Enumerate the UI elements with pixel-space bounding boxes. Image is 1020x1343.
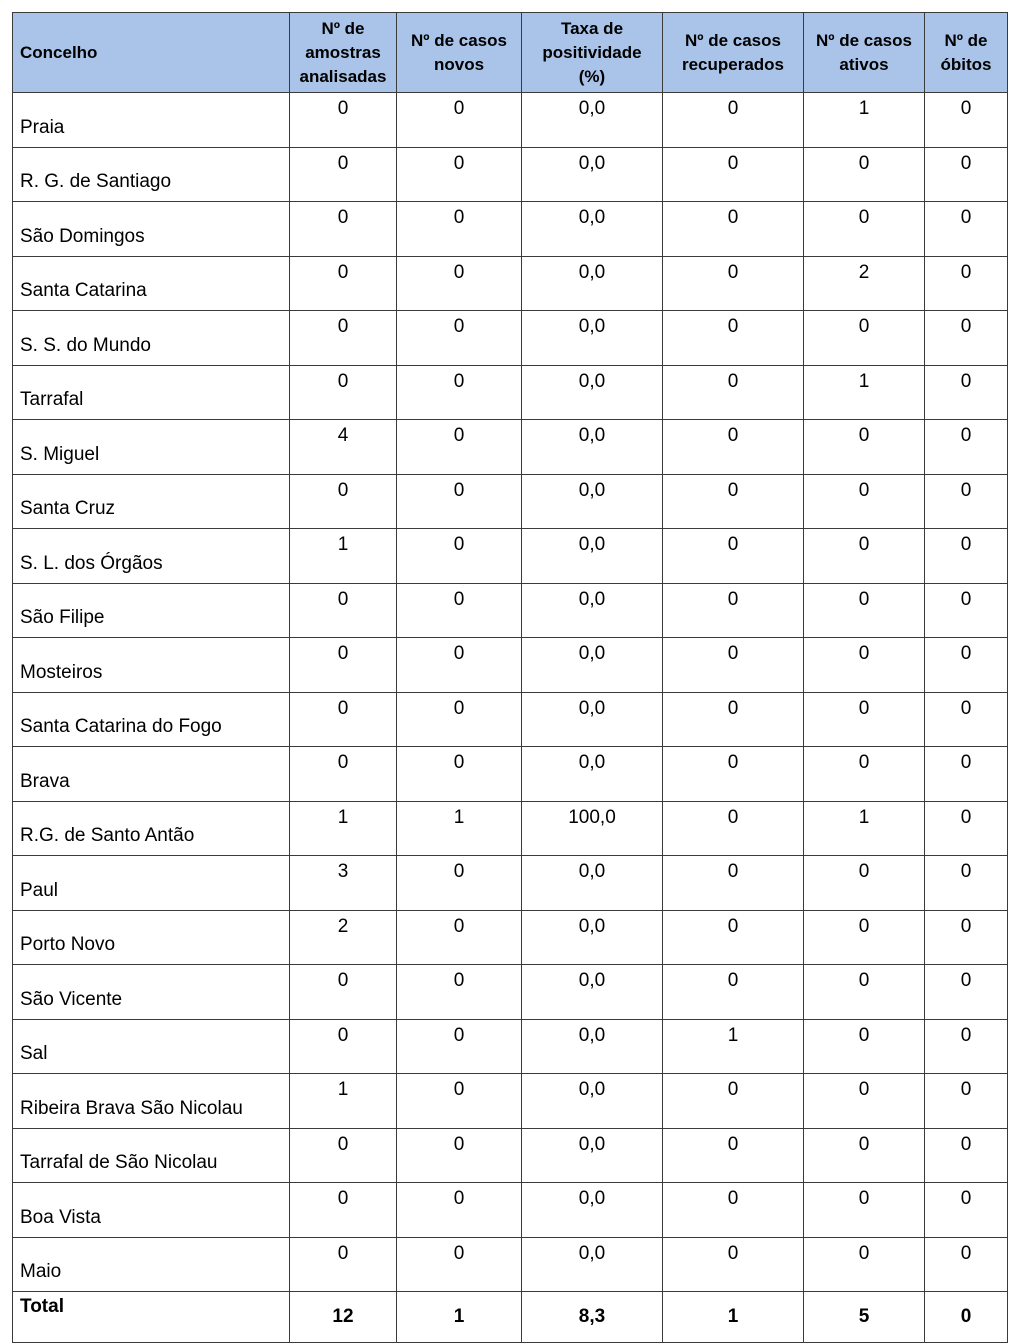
obitos-cell: 0 bbox=[925, 747, 1008, 802]
recuperados-cell: 0 bbox=[663, 583, 804, 638]
amostras-cell: 3 bbox=[290, 856, 397, 911]
header-obitos-line: óbitos bbox=[940, 54, 992, 74]
total-taxa: 8,3 bbox=[522, 1292, 663, 1343]
casos-novos-cell: 0 bbox=[397, 365, 522, 420]
amostras-cell: 0 bbox=[290, 365, 397, 420]
taxa-cell: 0,0 bbox=[522, 910, 663, 965]
recuperados-cell: 0 bbox=[663, 202, 804, 257]
taxa-cell: 0,0 bbox=[522, 474, 663, 529]
table-row bbox=[13, 1074, 1008, 1129]
concelho-name: São Vicente bbox=[13, 965, 290, 1020]
casos-novos-cell: 0 bbox=[397, 529, 522, 584]
recuperados-cell: 0 bbox=[663, 365, 804, 420]
header-casos-novos-line: Nº de casos bbox=[411, 30, 507, 50]
casos-novos-cell: 0 bbox=[397, 474, 522, 529]
obitos-cell: 0 bbox=[925, 420, 1008, 475]
concelho-name: Brava bbox=[13, 747, 290, 802]
amostras-cell: 0 bbox=[290, 202, 397, 257]
ativos-cell: 2 bbox=[804, 256, 925, 311]
header-recuperados bbox=[663, 13, 804, 93]
amostras-cell: 1 bbox=[290, 801, 397, 856]
recuperados-cell: 0 bbox=[663, 638, 804, 693]
obitos-cell: 0 bbox=[925, 856, 1008, 911]
amostras-cell: 0 bbox=[290, 1019, 397, 1074]
casos-novos-cell: 0 bbox=[397, 93, 522, 148]
recuperados-cell: 0 bbox=[663, 856, 804, 911]
header-ativos-line: ativos bbox=[839, 54, 889, 74]
casos-novos-cell: 0 bbox=[397, 311, 522, 366]
taxa-cell: 0,0 bbox=[522, 529, 663, 584]
taxa-cell: 0,0 bbox=[522, 256, 663, 311]
header-recuperados-line: recuperados bbox=[681, 54, 785, 74]
recuperados-cell: 0 bbox=[663, 147, 804, 202]
table-row bbox=[13, 256, 1008, 311]
total-label: Total bbox=[13, 1292, 290, 1343]
recuperados-cell: 0 bbox=[663, 1237, 804, 1292]
ativos-cell: 0 bbox=[804, 583, 925, 638]
ativos-cell: 1 bbox=[804, 801, 925, 856]
casos-novos-cell: 0 bbox=[397, 747, 522, 802]
ativos-cell: 1 bbox=[804, 93, 925, 148]
obitos-cell: 0 bbox=[925, 801, 1008, 856]
header-amostras-line: analisadas bbox=[299, 66, 387, 86]
concelho-name: Tarrafal bbox=[13, 365, 290, 420]
recuperados-cell: 0 bbox=[663, 1074, 804, 1129]
ativos-cell: 0 bbox=[804, 1237, 925, 1292]
header-amostras-line: Nº de bbox=[321, 18, 365, 38]
recuperados-cell: 0 bbox=[663, 1183, 804, 1238]
casos-novos-cell: 0 bbox=[397, 692, 522, 747]
obitos-cell: 0 bbox=[925, 1128, 1008, 1183]
obitos-cell: 0 bbox=[925, 529, 1008, 584]
table-row bbox=[13, 1183, 1008, 1238]
header-taxa bbox=[522, 13, 663, 93]
table-row bbox=[13, 965, 1008, 1020]
concelho-name: Maio bbox=[13, 1237, 290, 1292]
amostras-cell: 0 bbox=[290, 256, 397, 311]
recuperados-cell: 0 bbox=[663, 1128, 804, 1183]
recuperados-cell: 0 bbox=[663, 747, 804, 802]
table-row bbox=[13, 1128, 1008, 1183]
ativos-cell: 0 bbox=[804, 747, 925, 802]
amostras-cell: 2 bbox=[290, 910, 397, 965]
casos-novos-cell: 0 bbox=[397, 420, 522, 475]
casos-novos-cell: 0 bbox=[397, 583, 522, 638]
taxa-cell: 0,0 bbox=[522, 311, 663, 366]
table-row bbox=[13, 856, 1008, 911]
casos-novos-cell: 1 bbox=[397, 801, 522, 856]
taxa-cell: 100,0 bbox=[522, 801, 663, 856]
amostras-cell: 0 bbox=[290, 474, 397, 529]
casos-novos-cell: 0 bbox=[397, 910, 522, 965]
obitos-cell: 0 bbox=[925, 93, 1008, 148]
concelho-data-table bbox=[12, 12, 1008, 1343]
casos-novos-cell: 0 bbox=[397, 965, 522, 1020]
concelho-name: Tarrafal de São Nicolau bbox=[13, 1128, 290, 1183]
taxa-cell: 0,0 bbox=[522, 1074, 663, 1129]
concelho-name: São Domingos bbox=[13, 202, 290, 257]
table-row bbox=[13, 583, 1008, 638]
obitos-cell: 0 bbox=[925, 692, 1008, 747]
concelho-name: Santa Catarina do Fogo bbox=[13, 692, 290, 747]
obitos-cell: 0 bbox=[925, 256, 1008, 311]
total-ativos: 5 bbox=[804, 1292, 925, 1343]
taxa-cell: 0,0 bbox=[522, 692, 663, 747]
table-row bbox=[13, 910, 1008, 965]
concelho-name: Porto Novo bbox=[13, 910, 290, 965]
total-recuperados: 1 bbox=[663, 1292, 804, 1343]
table-row bbox=[13, 529, 1008, 584]
obitos-cell: 0 bbox=[925, 474, 1008, 529]
ativos-cell: 0 bbox=[804, 910, 925, 965]
table-row bbox=[13, 1237, 1008, 1292]
header-amostras-line: amostras bbox=[305, 42, 381, 62]
ativos-cell: 0 bbox=[804, 1074, 925, 1129]
taxa-cell: 0,0 bbox=[522, 965, 663, 1020]
total-row bbox=[13, 1292, 1008, 1343]
concelho-name: S. Miguel bbox=[13, 420, 290, 475]
obitos-cell: 0 bbox=[925, 365, 1008, 420]
table-header bbox=[13, 13, 1008, 93]
amostras-cell: 0 bbox=[290, 1183, 397, 1238]
casos-novos-cell: 0 bbox=[397, 1128, 522, 1183]
recuperados-cell: 0 bbox=[663, 93, 804, 148]
ativos-cell: 0 bbox=[804, 1019, 925, 1074]
ativos-cell: 0 bbox=[804, 638, 925, 693]
amostras-cell: 0 bbox=[290, 147, 397, 202]
table-row bbox=[13, 801, 1008, 856]
amostras-cell: 0 bbox=[290, 1237, 397, 1292]
casos-novos-cell: 0 bbox=[397, 638, 522, 693]
taxa-cell: 0,0 bbox=[522, 365, 663, 420]
header-recuperados-line: Nº de casos bbox=[685, 30, 781, 50]
obitos-cell: 0 bbox=[925, 965, 1008, 1020]
ativos-cell: 1 bbox=[804, 365, 925, 420]
ativos-cell: 0 bbox=[804, 420, 925, 475]
taxa-cell: 0,0 bbox=[522, 583, 663, 638]
amostras-cell: 1 bbox=[290, 1074, 397, 1129]
table-row bbox=[13, 365, 1008, 420]
header-obitos-line: Nº de bbox=[944, 30, 988, 50]
recuperados-cell: 0 bbox=[663, 801, 804, 856]
casos-novos-cell: 0 bbox=[397, 856, 522, 911]
table-row bbox=[13, 202, 1008, 257]
obitos-cell: 0 bbox=[925, 1237, 1008, 1292]
recuperados-cell: 0 bbox=[663, 420, 804, 475]
ativos-cell: 0 bbox=[804, 147, 925, 202]
taxa-cell: 0,0 bbox=[522, 856, 663, 911]
total-novos: 1 bbox=[397, 1292, 522, 1343]
obitos-cell: 0 bbox=[925, 202, 1008, 257]
table-row bbox=[13, 692, 1008, 747]
concelho-name: S. S. do Mundo bbox=[13, 311, 290, 366]
concelho-name: São Filipe bbox=[13, 583, 290, 638]
obitos-cell: 0 bbox=[925, 311, 1008, 366]
header-taxa-line: (%) bbox=[578, 66, 606, 86]
ativos-cell: 0 bbox=[804, 474, 925, 529]
header-row bbox=[13, 13, 1008, 93]
table-row bbox=[13, 147, 1008, 202]
obitos-cell: 0 bbox=[925, 583, 1008, 638]
ativos-cell: 0 bbox=[804, 856, 925, 911]
amostras-cell: 0 bbox=[290, 583, 397, 638]
casos-novos-cell: 0 bbox=[397, 1019, 522, 1074]
recuperados-cell: 1 bbox=[663, 1019, 804, 1074]
obitos-cell: 0 bbox=[925, 1183, 1008, 1238]
ativos-cell: 0 bbox=[804, 1128, 925, 1183]
ativos-cell: 0 bbox=[804, 202, 925, 257]
table-row bbox=[13, 1019, 1008, 1074]
concelho-name: R.G. de Santo Antão bbox=[13, 801, 290, 856]
recuperados-cell: 0 bbox=[663, 529, 804, 584]
taxa-cell: 0,0 bbox=[522, 1237, 663, 1292]
ativos-cell: 0 bbox=[804, 965, 925, 1020]
taxa-cell: 0,0 bbox=[522, 1019, 663, 1074]
obitos-cell: 0 bbox=[925, 1019, 1008, 1074]
concelho-name: Ribeira Brava São Nicolau bbox=[13, 1074, 290, 1129]
table-row bbox=[13, 93, 1008, 148]
concelho-name: Santa Cruz bbox=[13, 474, 290, 529]
taxa-cell: 0,0 bbox=[522, 1128, 663, 1183]
concelho-name: Paul bbox=[13, 856, 290, 911]
table-body bbox=[13, 93, 1008, 1343]
header-obitos bbox=[925, 13, 1008, 93]
header-casos-novos-line: novos bbox=[433, 54, 485, 74]
recuperados-cell: 0 bbox=[663, 474, 804, 529]
amostras-cell: 0 bbox=[290, 1128, 397, 1183]
ativos-cell: 0 bbox=[804, 1183, 925, 1238]
ativos-cell: 0 bbox=[804, 692, 925, 747]
amostras-cell: 0 bbox=[290, 638, 397, 693]
amostras-cell: 0 bbox=[290, 965, 397, 1020]
table-row bbox=[13, 747, 1008, 802]
obitos-cell: 0 bbox=[925, 147, 1008, 202]
obitos-cell: 0 bbox=[925, 910, 1008, 965]
taxa-cell: 0,0 bbox=[522, 147, 663, 202]
ativos-cell: 0 bbox=[804, 311, 925, 366]
table-row bbox=[13, 474, 1008, 529]
concelho-name: Mosteiros bbox=[13, 638, 290, 693]
recuperados-cell: 0 bbox=[663, 256, 804, 311]
ativos-cell: 0 bbox=[804, 529, 925, 584]
casos-novos-cell: 0 bbox=[397, 202, 522, 257]
recuperados-cell: 0 bbox=[663, 965, 804, 1020]
concelho-name: Praia bbox=[13, 93, 290, 148]
casos-novos-cell: 0 bbox=[397, 147, 522, 202]
header-casos-novos bbox=[397, 13, 522, 93]
header-amostras bbox=[290, 13, 397, 93]
casos-novos-cell: 0 bbox=[397, 1237, 522, 1292]
table-row bbox=[13, 420, 1008, 475]
concelho-name: Santa Catarina bbox=[13, 256, 290, 311]
total-amostras: 12 bbox=[290, 1292, 397, 1343]
taxa-cell: 0,0 bbox=[522, 202, 663, 257]
recuperados-cell: 0 bbox=[663, 910, 804, 965]
taxa-cell: 0,0 bbox=[522, 747, 663, 802]
total-obitos: 0 bbox=[925, 1292, 1008, 1343]
recuperados-cell: 0 bbox=[663, 311, 804, 366]
concelho-name: Sal bbox=[13, 1019, 290, 1074]
header-ativos-line: Nº de casos bbox=[816, 30, 912, 50]
concelho-name: S. L. dos Órgãos bbox=[13, 529, 290, 584]
obitos-cell: 0 bbox=[925, 638, 1008, 693]
amostras-cell: 4 bbox=[290, 420, 397, 475]
amostras-cell: 1 bbox=[290, 529, 397, 584]
taxa-cell: 0,0 bbox=[522, 420, 663, 475]
amostras-cell: 0 bbox=[290, 311, 397, 366]
header-taxa-line: Taxa de bbox=[560, 18, 624, 38]
taxa-cell: 0,0 bbox=[522, 638, 663, 693]
amostras-cell: 0 bbox=[290, 692, 397, 747]
casos-novos-cell: 0 bbox=[397, 256, 522, 311]
concelho-name: Boa Vista bbox=[13, 1183, 290, 1238]
taxa-cell: 0,0 bbox=[522, 93, 663, 148]
header-taxa-line: positividade bbox=[542, 42, 642, 62]
concelho-name: R. G. de Santiago bbox=[13, 147, 290, 202]
casos-novos-cell: 0 bbox=[397, 1074, 522, 1129]
taxa-cell: 0,0 bbox=[522, 1183, 663, 1238]
amostras-cell: 0 bbox=[290, 93, 397, 148]
header-ativos bbox=[804, 13, 925, 93]
table-row bbox=[13, 311, 1008, 366]
header-concelho: Concelho bbox=[13, 13, 290, 93]
recuperados-cell: 0 bbox=[663, 692, 804, 747]
obitos-cell: 0 bbox=[925, 1074, 1008, 1129]
table-row bbox=[13, 638, 1008, 693]
amostras-cell: 0 bbox=[290, 747, 397, 802]
casos-novos-cell: 0 bbox=[397, 1183, 522, 1238]
